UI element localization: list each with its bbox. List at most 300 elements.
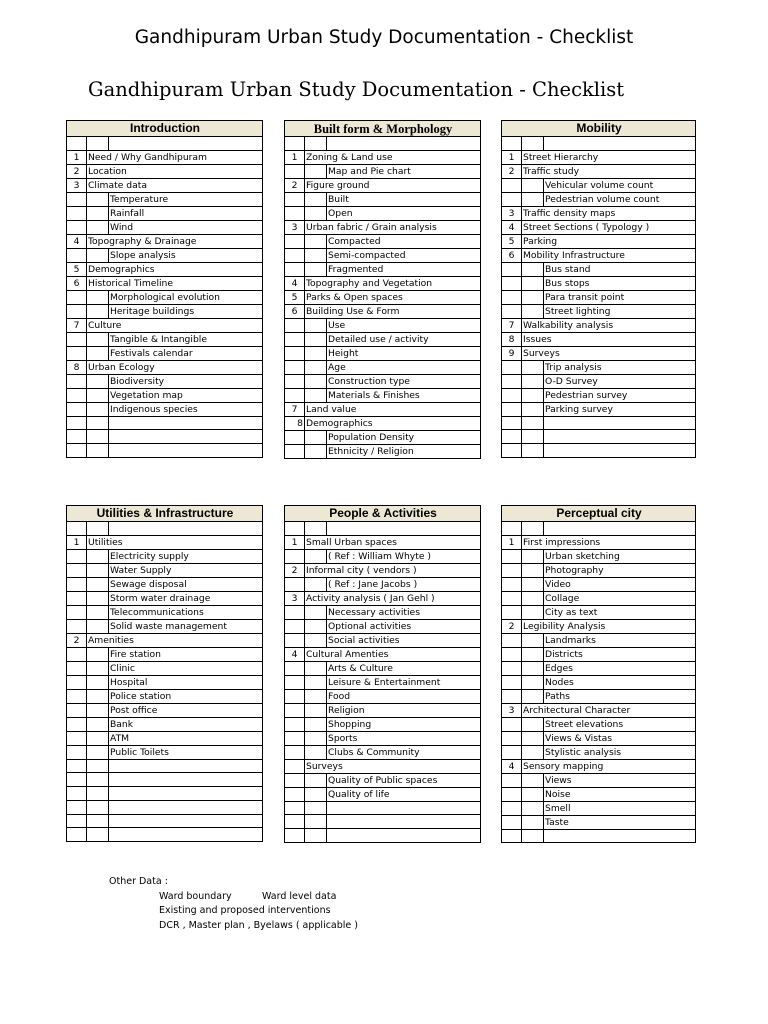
indent-cell	[87, 402, 109, 416]
table-row	[67, 675, 263, 689]
indent-cell	[522, 661, 544, 675]
other-data-ward-boundary: Ward boundary	[159, 891, 232, 902]
table-row	[285, 563, 481, 577]
indent-cell	[87, 206, 109, 220]
item-number	[285, 605, 305, 619]
indent-cell	[522, 192, 544, 206]
checklist-subitem: Tangible & Intangible	[109, 332, 263, 346]
indent-cell	[87, 703, 109, 717]
item-number	[285, 430, 305, 444]
indent-cell	[522, 276, 544, 290]
item-number	[502, 731, 522, 745]
item-number	[67, 192, 87, 206]
item-number	[502, 787, 522, 801]
checklist-subitem	[327, 137, 481, 151]
checklist-subitem: Semi-compacted	[327, 248, 481, 262]
indent-cell	[87, 248, 109, 262]
table-row	[502, 689, 696, 703]
table-row	[67, 276, 263, 290]
table-row	[285, 619, 481, 633]
indent-cell	[87, 444, 109, 458]
other-data-interventions: Existing and proposed interventions	[159, 905, 331, 916]
indent-cell	[522, 262, 544, 276]
table-row	[67, 759, 263, 773]
checklist-item: Street Sections ( Typology )	[522, 220, 696, 234]
table-row	[502, 535, 696, 549]
item-number	[502, 416, 522, 430]
item-number	[502, 137, 522, 151]
table-row	[67, 206, 263, 220]
table-row	[285, 717, 481, 731]
item-number	[285, 619, 305, 633]
item-number	[285, 318, 305, 332]
checklist-subitem: Built	[327, 192, 481, 206]
table-row	[67, 304, 263, 318]
checklist-subitem: O-D Survey	[544, 374, 696, 388]
item-number	[285, 829, 305, 843]
indent-cell	[87, 220, 109, 234]
checklist-subitem: Food	[327, 689, 481, 703]
table-row	[502, 731, 696, 745]
checklist-subitem: Collage	[544, 591, 696, 605]
table-row	[502, 234, 696, 248]
table-row	[502, 787, 696, 801]
checklist-item: Architectural Character	[522, 703, 696, 717]
checklist-subitem: Materials & Finishes	[327, 388, 481, 402]
indent-cell	[305, 549, 327, 563]
item-number	[285, 164, 305, 178]
table-row	[502, 815, 696, 829]
utilities-infrastructure-table	[66, 505, 263, 842]
item-number	[285, 444, 305, 458]
item-number	[285, 661, 305, 675]
checklist-subitem: Post office	[109, 703, 263, 717]
indent-cell	[305, 745, 327, 759]
item-number	[67, 374, 87, 388]
item-number	[285, 346, 305, 360]
indent-cell	[87, 577, 109, 591]
item-number	[502, 192, 522, 206]
indent-cell	[305, 318, 327, 332]
table-row	[67, 374, 263, 388]
table-row	[67, 248, 263, 262]
checklist-subitem: Height	[327, 346, 481, 360]
indent-cell	[305, 248, 327, 262]
checklist-subitem: ( Ref : Jane Jacobs )	[327, 577, 481, 591]
checklist-subitem	[109, 814, 263, 828]
checklist-subitem: Population Density	[327, 430, 481, 444]
checklist-subitem: Hospital	[109, 675, 263, 689]
item-number	[502, 444, 522, 458]
indent-cell	[522, 360, 544, 374]
table-row	[285, 360, 481, 374]
item-number: 4	[502, 759, 522, 773]
checklist-item: Mobility Infrastructure	[522, 248, 696, 262]
item-number: 1	[502, 150, 522, 164]
item-number: 1	[67, 535, 87, 549]
checklist-subitem: Pedestrian volume count	[544, 192, 696, 206]
checklist-subitem: Smell	[544, 801, 696, 815]
table-row	[67, 549, 263, 563]
people-activities-table	[284, 505, 481, 843]
indent-cell	[522, 304, 544, 318]
checklist-subitem	[327, 801, 481, 815]
indent-cell	[522, 773, 544, 787]
table-row	[67, 346, 263, 360]
indent-cell	[87, 346, 109, 360]
indent-cell	[522, 563, 544, 577]
table-row	[285, 234, 481, 248]
item-number	[67, 828, 87, 842]
item-number	[502, 717, 522, 731]
item-number	[502, 522, 522, 536]
indent-cell	[305, 773, 327, 787]
table-row	[285, 815, 481, 829]
checklist-subitem: Urban sketching	[544, 549, 696, 563]
table-row	[285, 577, 481, 591]
item-number	[285, 388, 305, 402]
table-row	[67, 388, 263, 402]
checklist-subitem	[327, 522, 481, 536]
table-row	[67, 178, 263, 192]
item-number	[67, 248, 87, 262]
table-row	[67, 661, 263, 675]
checklist-subitem	[327, 815, 481, 829]
indent-cell	[305, 619, 327, 633]
checklist-item: Climate data	[87, 178, 263, 192]
checklist-subitem: Shopping	[327, 717, 481, 731]
table-row	[285, 773, 481, 787]
indent-cell	[87, 787, 109, 801]
table-row	[502, 675, 696, 689]
checklist-item: Activity analysis ( Jan Gehl )	[305, 591, 481, 605]
checklist-subitem: Water Supply	[109, 563, 263, 577]
indent-cell	[305, 374, 327, 388]
table-row	[285, 633, 481, 647]
item-number	[502, 605, 522, 619]
checklist-subitem: Map and Pie chart	[327, 164, 481, 178]
table-row	[502, 661, 696, 675]
table-row	[67, 647, 263, 661]
checklist-subitem: Fire station	[109, 647, 263, 661]
checklist-subitem: Police station	[109, 689, 263, 703]
checklist-subitem	[109, 522, 263, 536]
item-number	[67, 717, 87, 731]
table-header: Built form & Morphology	[285, 121, 481, 137]
indent-cell	[305, 262, 327, 276]
checklist-subitem: Optional activities	[327, 619, 481, 633]
checklist-subitem: Heritage buildings	[109, 304, 263, 318]
indent-cell	[522, 416, 544, 430]
checklist-subitem: Taste	[544, 815, 696, 829]
checklist-subitem: Wind	[109, 220, 263, 234]
item-number	[67, 675, 87, 689]
checklist-subitem	[109, 759, 263, 773]
item-number	[285, 549, 305, 563]
checklist-subitem: Street elevations	[544, 717, 696, 731]
indent-cell	[522, 675, 544, 689]
document-title: Gandhipuram Urban Study Documentation - Checklist	[88, 78, 625, 101]
table-row	[67, 633, 263, 647]
checklist-item: Culture	[87, 318, 263, 332]
table-header: Utilities & Infrastructure	[67, 506, 263, 522]
item-number	[67, 388, 87, 402]
item-number	[285, 801, 305, 815]
table-row	[67, 220, 263, 234]
indent-cell	[87, 689, 109, 703]
indent-cell	[305, 522, 327, 536]
table-row	[502, 577, 696, 591]
table-row	[285, 374, 481, 388]
checklist-subitem	[544, 829, 696, 843]
item-number	[285, 689, 305, 703]
item-number	[67, 290, 87, 304]
checklist-item: Demographics	[87, 262, 263, 276]
indent-cell	[522, 745, 544, 759]
item-number	[67, 591, 87, 605]
checklist-subitem: Indigenous species	[109, 402, 263, 416]
checklist-subitem: Street lighting	[544, 304, 696, 318]
indent-cell	[305, 192, 327, 206]
table-row	[502, 346, 696, 360]
item-number	[67, 430, 87, 444]
table-row	[502, 276, 696, 290]
checklist-item: Urban Ecology	[87, 360, 263, 374]
item-number: 7	[285, 402, 305, 416]
table-row	[502, 388, 696, 402]
table-row	[67, 800, 263, 814]
indent-cell	[87, 304, 109, 318]
checklist-subitem: Vehicular volume count	[544, 178, 696, 192]
table-row	[67, 717, 263, 731]
item-number	[285, 717, 305, 731]
item-number: 1	[67, 150, 87, 164]
checklist-subitem: Districts	[544, 647, 696, 661]
checklist-subitem	[109, 430, 263, 444]
checklist-subitem: Festivals calendar	[109, 346, 263, 360]
item-number	[67, 703, 87, 717]
table-row	[67, 563, 263, 577]
checklist-subitem	[109, 787, 263, 801]
table-row	[285, 430, 481, 444]
checklist-subitem: ATM	[109, 731, 263, 745]
checklist-subitem: Construction type	[327, 374, 481, 388]
table-row	[285, 759, 481, 773]
indent-cell	[87, 647, 109, 661]
indent-cell	[87, 814, 109, 828]
table-row	[502, 360, 696, 374]
checklist-item: Surveys	[522, 346, 696, 360]
table-row	[502, 220, 696, 234]
checklist-item: Historical Timeline	[87, 276, 263, 290]
mobility-table	[501, 120, 696, 458]
item-number	[67, 220, 87, 234]
table-row	[285, 416, 481, 430]
indent-cell	[305, 164, 327, 178]
item-number	[285, 815, 305, 829]
table-row	[285, 192, 481, 206]
indent-cell	[305, 137, 327, 151]
indent-cell	[305, 689, 327, 703]
item-number	[67, 206, 87, 220]
indent-cell	[305, 675, 327, 689]
checklist-subitem	[544, 522, 696, 536]
table-row	[67, 430, 263, 444]
indent-cell	[522, 402, 544, 416]
checklist-item: Topography & Drainage	[87, 234, 263, 248]
table-row	[67, 444, 263, 458]
item-number: 7	[502, 318, 522, 332]
table-row	[502, 605, 696, 619]
table-row	[285, 388, 481, 402]
checklist-item: Parking	[522, 234, 696, 248]
checklist-item: Land value	[305, 402, 481, 416]
indent-cell	[305, 332, 327, 346]
table-row	[502, 633, 696, 647]
table-row	[502, 374, 696, 388]
checklist-subitem: Views & Vistas	[544, 731, 696, 745]
checklist-subitem: Biodiversity	[109, 374, 263, 388]
checklist-subitem: Use	[327, 318, 481, 332]
checklist-subitem: Fragmented	[327, 262, 481, 276]
item-number	[67, 689, 87, 703]
item-number	[502, 262, 522, 276]
item-number	[502, 815, 522, 829]
indent-cell	[87, 661, 109, 675]
checklist-subitem: Bus stand	[544, 262, 696, 276]
table-row	[285, 829, 481, 843]
indent-cell	[87, 745, 109, 759]
table-row	[285, 703, 481, 717]
table-row	[285, 535, 481, 549]
checklist-subitem: Clinic	[109, 661, 263, 675]
indent-cell	[305, 346, 327, 360]
item-number	[502, 675, 522, 689]
item-number	[285, 374, 305, 388]
checklist-subitem: Religion	[327, 703, 481, 717]
table-header: People & Activities	[285, 506, 481, 522]
table-row	[285, 137, 481, 151]
item-number	[67, 745, 87, 759]
item-number: 5	[502, 234, 522, 248]
indent-cell	[305, 605, 327, 619]
item-number	[502, 801, 522, 815]
table-row	[285, 262, 481, 276]
item-number	[67, 549, 87, 563]
table-row	[67, 731, 263, 745]
item-number	[502, 829, 522, 843]
item-number	[285, 773, 305, 787]
indent-cell	[522, 591, 544, 605]
item-number	[67, 759, 87, 773]
table-row	[67, 290, 263, 304]
indent-cell	[87, 759, 109, 773]
checklist-item: Topography and Vegetation	[305, 276, 481, 290]
indent-cell	[522, 633, 544, 647]
table-row	[285, 290, 481, 304]
checklist-item: Street Hierarchy	[522, 150, 696, 164]
indent-cell	[522, 647, 544, 661]
indent-cell	[87, 332, 109, 346]
checklist-item: Demographics	[305, 416, 481, 430]
table-row	[67, 164, 263, 178]
checklist-subitem: Landmarks	[544, 633, 696, 647]
checklist-subitem: Clubs & Community	[327, 745, 481, 759]
checklist-subitem: Trip analysis	[544, 360, 696, 374]
indent-cell	[305, 829, 327, 843]
table-row	[502, 178, 696, 192]
table-row	[285, 801, 481, 815]
item-number: 3	[502, 206, 522, 220]
indent-cell	[522, 522, 544, 536]
table-row	[67, 689, 263, 703]
table-row	[285, 164, 481, 178]
item-number: 4	[502, 220, 522, 234]
indent-cell	[305, 360, 327, 374]
table-row	[67, 150, 263, 164]
checklist-subitem: Photography	[544, 563, 696, 577]
item-number: 1	[285, 535, 305, 549]
checklist-subitem: Quality of life	[327, 787, 481, 801]
checklist-item: Urban fabric / Grain analysis	[305, 220, 481, 234]
checklist-subitem: Social activities	[327, 633, 481, 647]
table-row	[502, 563, 696, 577]
indent-cell	[87, 675, 109, 689]
table-row	[67, 577, 263, 591]
checklist-subitem: Leisure & Entertainment	[327, 675, 481, 689]
item-number	[502, 276, 522, 290]
table-row	[502, 262, 696, 276]
table-row	[67, 619, 263, 633]
item-number	[502, 402, 522, 416]
table-row	[285, 605, 481, 619]
checklist-item: Traffic study	[522, 164, 696, 178]
item-number	[67, 661, 87, 675]
checklist-item: Utilities	[87, 535, 263, 549]
other-data-dcr: DCR , Master plan , Byelaws ( applicable )	[159, 920, 358, 931]
indent-cell	[87, 800, 109, 814]
table-row	[502, 304, 696, 318]
indent-cell	[87, 731, 109, 745]
item-number: 6	[67, 276, 87, 290]
table-row	[67, 535, 263, 549]
checklist-subitem	[544, 444, 696, 458]
item-number	[67, 563, 87, 577]
item-number	[285, 332, 305, 346]
checklist-subitem	[109, 137, 263, 151]
checklist-subitem	[109, 416, 263, 430]
indent-cell	[522, 374, 544, 388]
indent-cell	[522, 577, 544, 591]
table-row	[285, 591, 481, 605]
table-row	[502, 430, 696, 444]
table-row	[502, 164, 696, 178]
indent-cell	[87, 388, 109, 402]
checklist-item: Informal city ( vendors )	[305, 563, 481, 577]
checklist-subitem: Quality of Public spaces	[327, 773, 481, 787]
item-number	[285, 262, 305, 276]
item-number	[67, 619, 87, 633]
item-number	[67, 444, 87, 458]
item-number: 2	[502, 164, 522, 178]
indent-cell	[305, 801, 327, 815]
table-row	[285, 318, 481, 332]
indent-cell	[87, 619, 109, 633]
checklist-subitem: Paths	[544, 689, 696, 703]
indent-cell	[522, 787, 544, 801]
checklist-subitem: Rainfall	[109, 206, 263, 220]
table-row	[67, 703, 263, 717]
